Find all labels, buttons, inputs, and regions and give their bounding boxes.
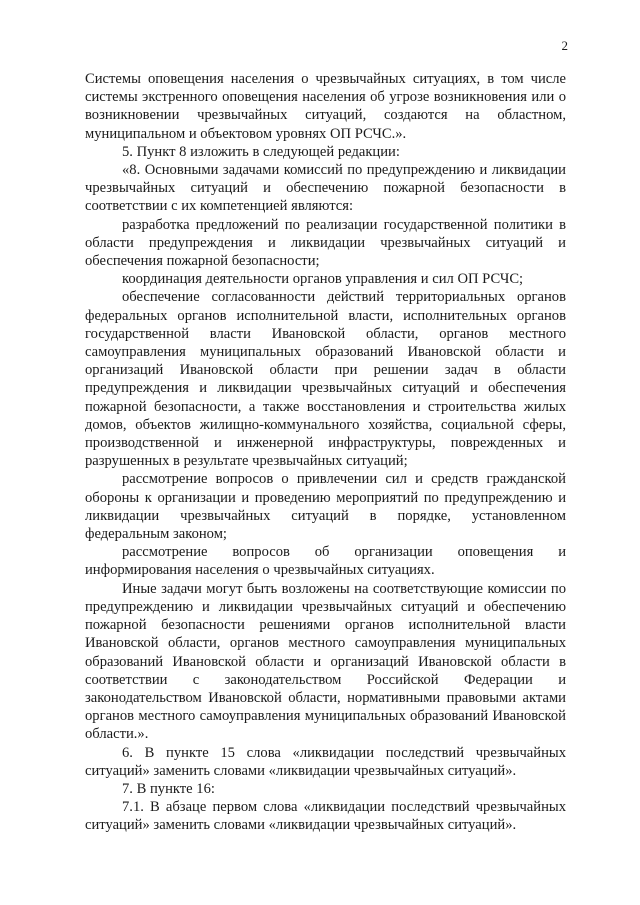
paragraph-task-coordination: координация деятельности органов управления и сил ОП РСЧС; — [122, 271, 524, 288]
document-body — [85, 70, 566, 835]
paragraph-item-6: 6. В пункте 15 слова «ликвидации последствий чрезвычайных ситуаций» заменить словами «ликвидации чрезвычайных ситуаций». — [85, 744, 566, 779]
paragraph-task-consistency: обеспечение согласованности действий территориальных органов федеральных органов исполнительной власти, исполнительных органов государственной власти Ивановской области, органов местного самоуправления муниципальных образований Ивановской области и организаций Ивановской области при решении задач в области предупреждения и ликвидации чрезвычайных ситуаций и обеспечения пожарной безопасности, а также восстановления и строительства жилых домов, объектов жилищно-коммунального хозяйства, социальной сферы, производственной и инженерной инфраструктуры, поврежденных и разрушенных в результате чрезвычайных ситуаций; — [85, 289, 566, 470]
paragraph-item-5: 5. Пункт 8 изложить в следующей редакции: — [122, 143, 400, 160]
paragraph-item-8-intro: «8. Основными задачами комиссий по предупреждению и ликвидации чрезвычайных ситуаций и обеспечению пожарной безопасности в соответствии с их компетенцией являются: — [85, 162, 566, 215]
page-number: 2 — [561, 38, 568, 53]
paragraph-item-7-1: 7.1. В абзаце первом слова «ликвидации последствий чрезвычайных ситуаций» заменить словами «ликвидации чрезвычайных ситуаций». — [85, 799, 566, 834]
paragraph-item-7: 7. В пункте 16: — [122, 780, 215, 797]
paragraph-task-policy: разработка предложений по реализации государственной политики в области предупреждения и ликвидации чрезвычайных ситуаций и обеспечения пожарной безопасности; — [85, 216, 566, 270]
paragraph-task-alerting: рассмотрение вопросов об организации оповещения и информирования населения о чрезвычайных ситуациях. — [85, 544, 566, 579]
paragraph-task-civil-defense: рассмотрение вопросов о привлечении сил и средств гражданской обороны к организации и проведению мероприятий по предупреждению и ликвидации чрезвычайных ситуаций в порядке, установленном федеральным законом; — [85, 471, 566, 543]
paragraph-notification-systems: Системы оповещения населения о чрезвычайных ситуациях, в том числе системы экстренного оповещения населения об угрозе возникновения или о возникновении чрезвычайных ситуаций, создаются на областном, муниципальном и объектовом уровнях ОП РСЧС.». — [85, 71, 566, 142]
paragraph-other-tasks: Иные задачи могут быть возложены на соответствующие комиссии по предупреждению и ликвидации чрезвычайных ситуаций и обеспечению пожарной безопасности решениями органов исполнительной власти Ивановской области, органов местного самоуправления муниципальных образований Ивановской области и организаций Ивановской области в соответствии с законодательством Российской Федерации и законодательством Ивановской области, нормативными правовыми актами органов местного самоуправления муниципальных образований Ивановской области.». — [85, 580, 566, 743]
